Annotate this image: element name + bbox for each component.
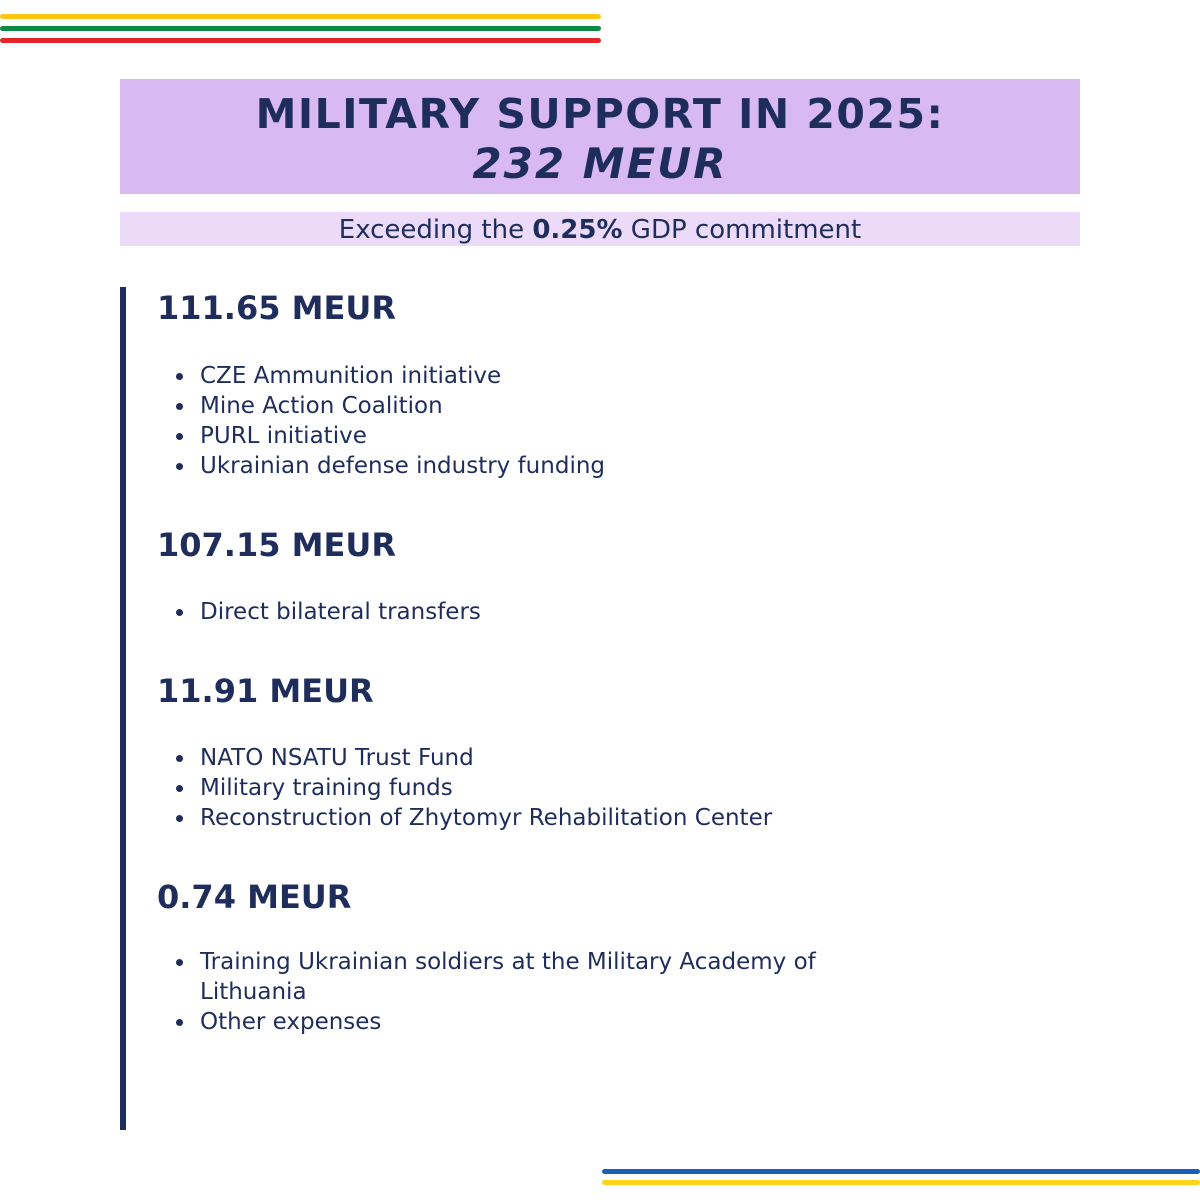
section-list [174,597,894,627]
flag-stripe-red [0,38,601,43]
flag-stripe-yellow [602,1180,1200,1185]
title-banner [120,79,1080,194]
subtitle-highlight: 0.25% [532,215,623,245]
list-item: NATO NSATU Trust Fund [174,743,894,773]
section-list [174,743,894,833]
section-amount: 111.65 MEUR [157,289,396,327]
subtitle-prefix: Exceeding the [338,215,533,245]
flag-stripe-blue [602,1169,1200,1174]
section-list [174,361,894,481]
section-list [174,947,894,1037]
list-item: Mine Action Coalition [174,391,894,421]
flag-stripe-yellow [0,14,601,19]
flag-stripe-green [0,26,601,31]
subtitle [120,212,1080,246]
vertical-divider [120,287,126,1130]
list-item: CZE Ammunition initiative [174,361,894,391]
list-item: Other expenses [174,1007,894,1037]
list-item: Ukrainian defense industry funding [174,451,894,481]
total-amount: 232 MEUR [472,139,728,188]
subtitle-suffix: GDP commitment [622,215,862,245]
list-item: Training Ukrainian soldiers at the Military Academy of Lithuania [174,947,894,1007]
list-item: Direct bilateral transfers [174,597,894,627]
section-amount: 107.15 MEUR [157,526,396,564]
list-item: PURL initiative [174,421,894,451]
list-item: Reconstruction of Zhytomyr Rehabilitation Center [174,803,894,833]
page-title: MILITARY SUPPORT IN 2025: [255,90,945,138]
section-amount: 0.74 MEUR [157,878,352,916]
section-amount: 11.91 MEUR [157,672,374,710]
list-item: Military training funds [174,773,894,803]
